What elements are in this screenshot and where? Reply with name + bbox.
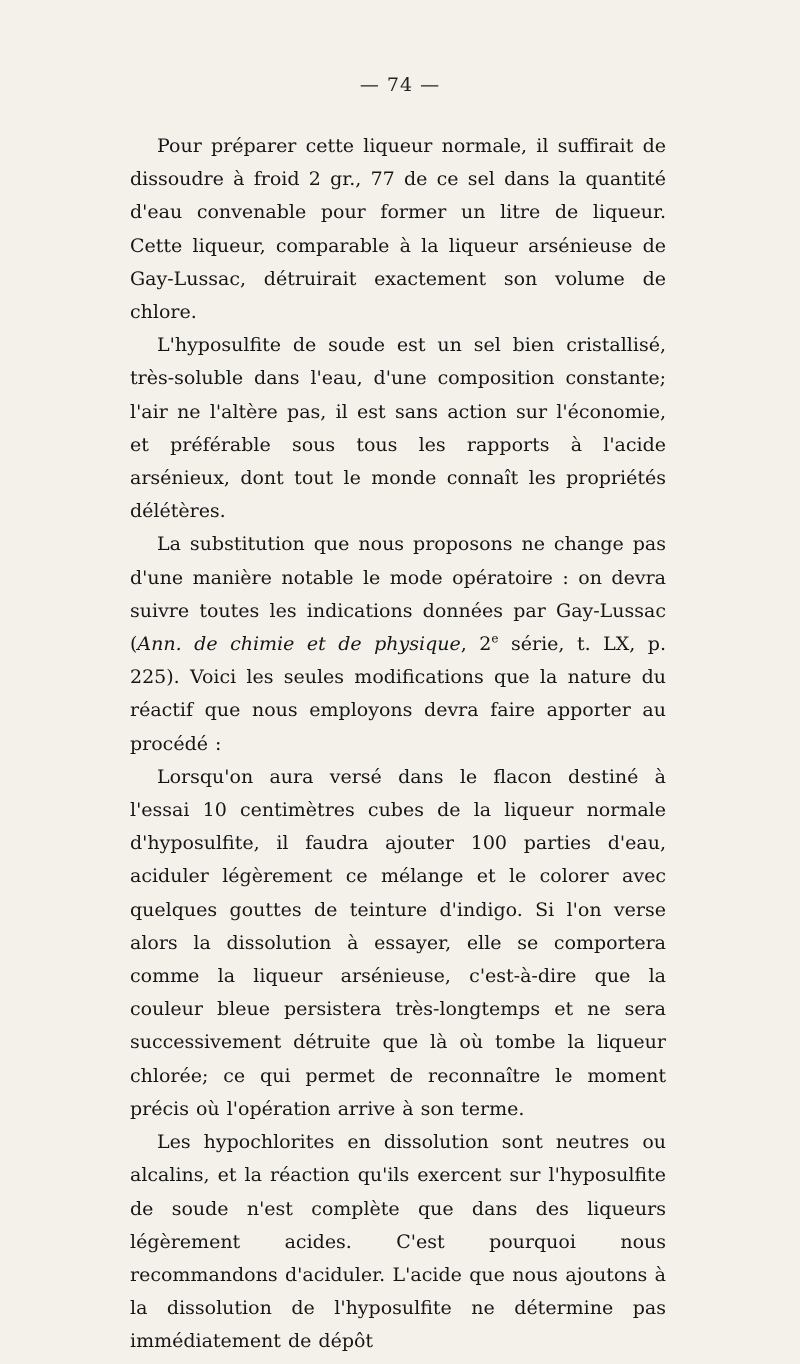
paragraph-4: Lorsqu'on aura versé dans le flacon destiné à l'essai 10 centimètres cubes de la liqueur normale d'hyposulfite, il faudra ajouter 100 parties d'eau, aciduler légèrement ce mélange et le colorer avec quelques gouttes de teinture d'indigo. Si l'on verse alors la dissolution à essayer, elle se comportera comme la liqueur arsénieuse, c'est-à-dire que la couleur bleue persistera très-longtemps et ne sera successivement détruite que là où tombe la liqueur chlorée; ce qui permet de reconnaître le moment précis où l'opération arrive à son terme. [130, 765, 666, 1120]
paragraph-5: Les hypochlorites en dissolution sont neutres ou alcalins, et la réaction qu'ils exercent sur l'hyposulfite de soude n'est complète que dans des liqueurs légèrement acides. C'est pourquoi nous recommandons d'aciduler. L'acide que nous ajoutons à la dissolution de l'hyposulfite ne détermine pas immédiatement de dépôt [130, 1131, 666, 1353]
paragraph-3-text-end: série, t. LX, p. 225). Voici les seules modifications que la nature du réactif que nous employons devra faire apporter au procédé : [130, 633, 666, 755]
paragraph-3-text: La substitution que nous proposons ne change pas d'une manière notable le mode opératoire : on devra suivre toutes les indications données par Gay-Lussac ( [130, 533, 666, 656]
journal-citation: Ann. de chimie et de physique [137, 633, 461, 656]
paragraph-3-text-cont: , 2 [460, 633, 492, 656]
paragraph-1: Pour préparer cette liqueur normale, il suffirait de dissoudre à froid 2 gr., 77 de ce sel dans la quantité d'eau convenable pour former un litre de liqueur. Cette liqueur, comparable à la liqueur arsénieuse de Gay-Lussac, détruirait exactement son volume de chlore. [130, 135, 666, 324]
paragraph-3 [130, 528, 666, 760]
page-number: — 74 — [359, 74, 441, 96]
series-superscript: e [491, 631, 499, 646]
paragraph-2: L'hyposulfite de soude est un sel bien cristallisé, très-soluble dans l'eau, d'une composition constante; l'air ne l'altère pas, il est sans action sur l'économie, et préférable sous tous les rapports à l'acide arsénieux, dont tout le monde connaît les propriétés délétères. [130, 334, 666, 523]
body-text [130, 130, 666, 1359]
